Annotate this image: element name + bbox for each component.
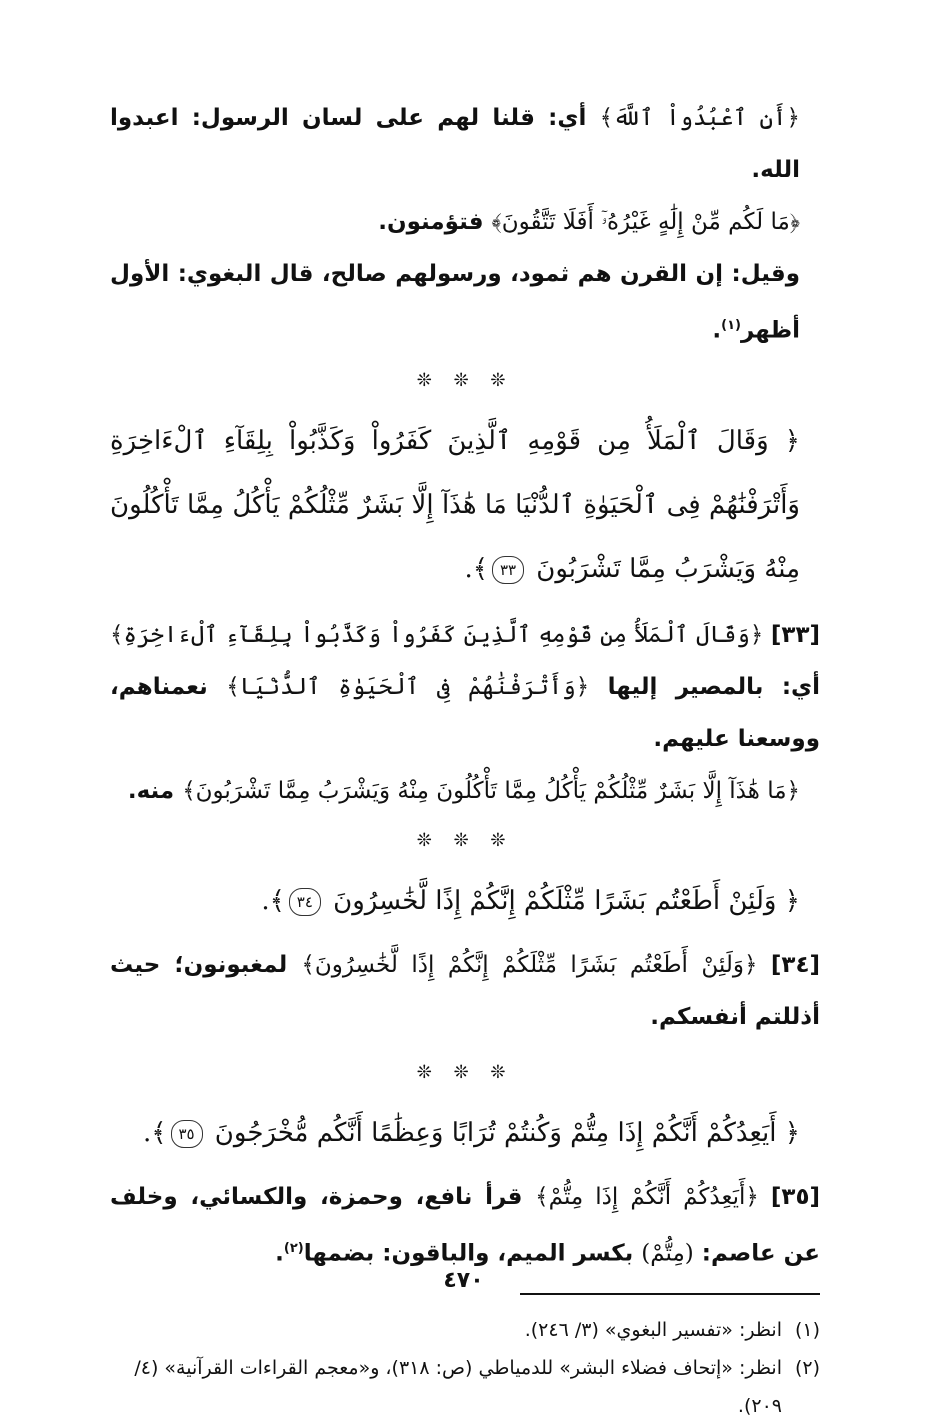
section-separator: ❊ ❊ ❊	[416, 829, 514, 851]
paragraph-3	[110, 248, 820, 357]
commentary-text: قرأ نافع، وحمزة، والكسائي، وخلف عن عاصم:	[110, 1183, 820, 1267]
verse-closing: ﴾.	[261, 885, 285, 916]
footnote-number: (٢)	[794, 1357, 820, 1380]
quran-quote: ﴿أَيَعِدُكُمْ أَنَّكُمْ إِذَا مِتُّمْ﴾	[535, 1183, 771, 1210]
commentary-text: أي: بالمصير إليها	[589, 673, 820, 700]
quran-verse-text: ﴿ وَقَالَ ٱلْمَلَأُ مِن قَوْمِهِ ٱلَّذِينَ كَفَرُواْ وَكَذَّبُواْ بِلِقَآءِ ٱلْءَاخِرَةِ وَأَتْرَفْنَٰهُمْ فِى ٱلْحَيَوٰةِ ٱلدُّنْيَا مَا هَٰذَآ إِلَّا بَشَرٌ مِّثْلُكُمْ يَأْكُلُ مِمَّا تَأْكُلُونَ مِنْهُ وَيَشْرَبُ مِمَّا تَشْرَبُونَ	[110, 425, 800, 584]
paragraph-1	[110, 92, 820, 196]
commentary-text: منه.	[127, 777, 183, 804]
quran-quote: ﴿مَا لَكُم مِّنْ إِلَٰهٍ غَيْرُهُۥٓ أَفَلَا تَتَّقُونَ﴾	[491, 209, 800, 235]
section-separator: ❊ ❊ ❊	[416, 369, 514, 391]
footnote-divider	[520, 1293, 820, 1295]
footnote-text: انظر: «إتحاف فضلاء البشر» للدمياطي (ص: ٣١٨)، و«معجم القراءات القرآنية» (٤/ ٢٠٩).	[134, 1357, 782, 1418]
verse-33	[110, 409, 820, 601]
footnote-ref: (١)	[721, 318, 741, 333]
commentary-33-continued	[110, 765, 820, 817]
commentary-35	[110, 1171, 820, 1280]
punctuation: .	[712, 317, 722, 344]
footnote-2	[110, 1349, 820, 1425]
page-body	[110, 92, 820, 1425]
commentary-verse-number: [٣٣]	[770, 621, 820, 648]
footnotes	[110, 1311, 820, 1425]
ayah-number-marker: ٣٤	[289, 888, 321, 916]
footnote-text: انظر: «تفسير البغوي» (٣/ ٢٤٦).	[524, 1319, 782, 1342]
commentary-verse-number: [٣٤]	[770, 951, 821, 978]
footnote-ref: (٢)	[283, 1240, 304, 1256]
page-number: ٤٧٠	[443, 1268, 484, 1293]
quran-quote: ﴿وَقَالَ ٱلْمَلَأُ مِن قَوْمِهِ ٱلَّذِينَ كَفَرُواْ وَكَذَّبُواْ بِلِقَآءِ ٱلْءَاخِرَةِ﴾	[110, 621, 771, 648]
commentary-33	[110, 609, 820, 765]
commentary-verse-number: [٣٥]	[770, 1183, 821, 1210]
quran-quote: ﴿وَلَئِنْ أَطَعْتُم بَشَرًا مِّثْلَكُمْ إِنَّكُمْ إِذًا لَّخَٰسِرُونَ﴾	[301, 951, 771, 978]
quran-verse-text: ﴿ وَلَئِنْ أَطَعْتُم بَشَرًا مِّثْلَكُمْ إِنَّكُمْ إِذًا لَّخَٰسِرُونَ	[333, 885, 800, 916]
quran-quote: ﴿وَأَتْرَفْنَٰهُمْ فِى ٱلْحَيَوٰةِ ٱلدُّنْيَا﴾	[226, 673, 590, 700]
commentary-text: بكسر الميم، والباقون: بضمها	[303, 1240, 642, 1267]
footnote-number: (١)	[794, 1319, 820, 1342]
commentary-text: نعمناهم، ووسعنا عليهم.	[110, 673, 820, 752]
paragraph-2	[110, 196, 820, 248]
quran-quote: ﴿مَا هَٰذَآ إِلَّا بَشَرٌ مِّثْلُكُمْ يَأْكُلُ مِمَّا تَأْكُلُونَ مِنْهُ وَيَشْرَبُ مِمَّا تَشْرَبُونَ﴾	[182, 777, 800, 804]
commentary-text: أي: قلنا لهم على لسان الرسول: اعبدوا الله.	[110, 105, 800, 183]
verse-closing: ﴾.	[143, 1117, 167, 1148]
commentary-text: فتؤمنون.	[378, 209, 492, 235]
commentary-34	[110, 939, 820, 1043]
quran-word: (مِتُّمْ)	[641, 1240, 694, 1267]
commentary-text: وقيل: إن القرن هم ثمود، ورسولهم صالح، قال البغوي: الأول أظهر	[110, 261, 800, 344]
verse-35	[110, 1101, 820, 1165]
commentary-text: لمغبونون؛ حيث أذللتم أنفسكم.	[110, 951, 820, 1030]
verse-closing: ﴾.	[464, 553, 488, 584]
footnote-1	[110, 1311, 820, 1349]
ayah-number-marker: ٣٣	[492, 556, 524, 584]
verse-34	[110, 869, 820, 933]
section-separator: ❊ ❊ ❊	[416, 1061, 514, 1083]
quran-verse-text: ﴿ أَيَعِدُكُمْ أَنَّكُمْ إِذَا مِتُّمْ وَكُنتُمْ تُرَابًا وَعِظَٰمًا أَنَّكُم مُّخْرَجُونَ	[214, 1117, 800, 1148]
ayah-number-marker: ٣٥	[171, 1120, 203, 1148]
punctuation: .	[275, 1240, 284, 1267]
quran-quote: ﴿أَنِ ٱعْبُدُواْ ٱللَّهَ﴾	[599, 105, 800, 131]
